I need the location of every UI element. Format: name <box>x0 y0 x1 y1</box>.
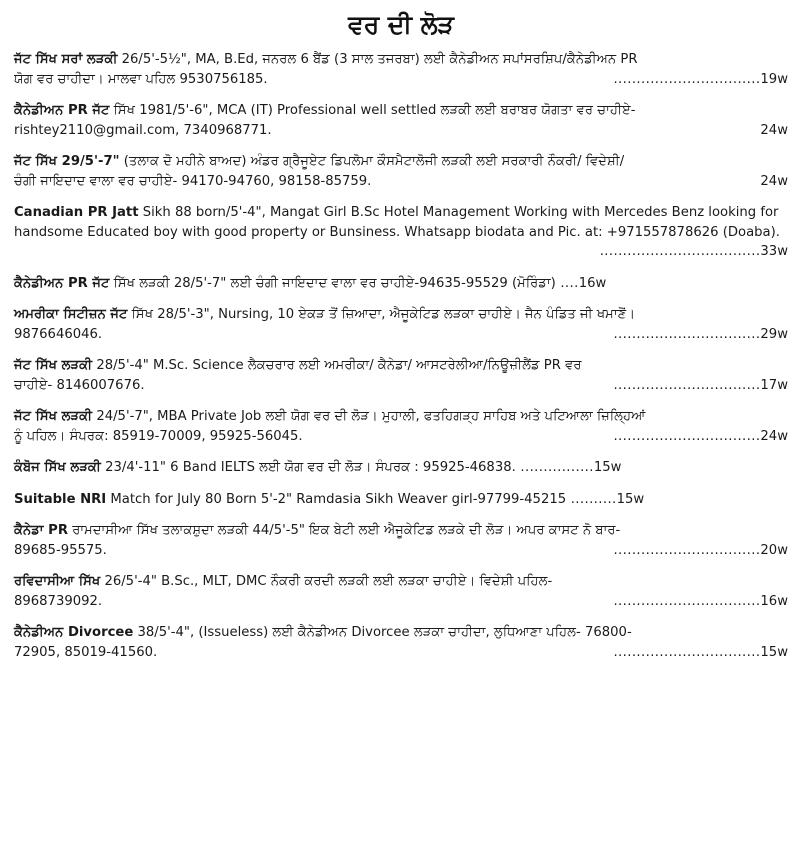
ad-body: 26/5'-4" B.Sc., MLT, DMC ਨੌਕਰੀ ਕਰਦੀ ਲੜਕੀ ਲਈ ਲੜਕਾ ਚਾਹੀਏ। ਵਿਦੇਸ਼ੀ ਪਹਿਲ- <box>100 574 553 589</box>
dot-leader: ................................ <box>613 326 761 342</box>
ad-text <box>14 572 788 592</box>
ad-code <box>613 643 788 663</box>
ad-code-value: 15w <box>760 644 788 660</box>
ad-body: Match for July 80 Born 5'-2" Ramdasia Sikh Weaver girl-97799-45215 <box>106 491 567 507</box>
ad-contact: rishtey2110@gmail.com, 7340968771. <box>14 122 272 138</box>
ad-text <box>14 407 788 427</box>
ad-footer <box>14 592 788 612</box>
ad-body: 38/5'-4", (Issueless) ਲਈ ਕੈਨੇਡੀਅਨ Divorcee ਲੜਕਾ ਚਾਹੀਦਾ, ਲੁਧਿਆਣਾ ਪਹਿਲ- 76800- <box>133 625 632 640</box>
classified-ad <box>14 152 788 191</box>
dot-leader: ................................ <box>613 377 761 393</box>
ad-contact: 9876646046. <box>14 326 103 342</box>
ad-code-value: 20w <box>760 542 788 558</box>
ad-code-value: 24w <box>760 173 788 189</box>
ad-footer <box>14 643 788 663</box>
classified-ad <box>14 572 788 611</box>
ad-code: 15w <box>616 491 645 507</box>
ads-list <box>14 50 788 662</box>
ad-heading: Canadian PR Jatt <box>14 205 139 220</box>
ad-body: Sikh 88 born/5'-4", Mangat Girl B.Sc Hotel Management Working with Mercedes Benz looking for handsome Educated boy with good property or Bunsiness. Whatsapp biodata and Pic. at: +971557878626 (Doaba). <box>14 205 780 240</box>
ad-heading: ਕੰਬੋਜ ਸਿੱਖ ਲੜਕੀ <box>14 460 101 475</box>
dot-leader: ................ <box>515 460 594 475</box>
classified-ad <box>14 521 788 560</box>
ad-code-value: 24w <box>760 428 788 444</box>
ad-text <box>14 101 788 121</box>
ad-body: 24/5'-7", MBA Private Job ਲਈ ਯੋਗ ਵਰ ਦੀ ਲੋੜ। ਮੁਹਾਲੀ, ਫਤਹਿਗੜ੍ਹ ਸਾਹਿਬ ਅਤੇ ਪਟਿਆਲਾ ਜ਼ਿਲ੍ਹਿਆਂ <box>92 409 646 424</box>
ad-footer <box>14 376 788 396</box>
ad-code <box>760 172 788 192</box>
classified-ad <box>14 356 788 395</box>
ad-contact: 89685-95575. <box>14 542 107 558</box>
dot-leader: ................................ <box>613 428 761 444</box>
ad-footer <box>14 172 788 192</box>
ad-text <box>14 521 788 541</box>
ad-body: 23/4'-11" 6 Band IELTS ਲਈ ਯੋਗ ਵਰ ਦੀ ਲੋੜ। ਸੰਪਰਕ : 95925-46838. <box>100 460 516 475</box>
ad-body: (ਤਲਾਕ ਦੋ ਮਹੀਨੇ ਬਾਅਦ) ਅੰਡਰ ਗ੍ਰੈਜੂਏਟ ਡਿਪਲੋਮਾ ਕੌਸਮੈਟਾਲੋਜੀ ਲੜਕੀ ਲਈ ਸਰਕਾਰੀ ਨੌਕਰੀ/ ਵਿਦੇਸ਼ੀ/ <box>119 154 625 169</box>
ad-heading: ਜੱਟ ਸਿੱਖ ਲੜਕੀ <box>14 358 93 373</box>
ad-code <box>613 592 788 612</box>
ad-code-value: 33w <box>760 244 788 259</box>
dot-leader: .... <box>555 275 579 291</box>
ad-code <box>600 242 788 262</box>
ad-text <box>14 490 788 510</box>
ad-body: 28/5'-4" M.Sc. Science ਲੈਕਚਰਾਰ ਲਈ ਅਮਰੀਕਾ/ ਕੈਨੇਡਾ/ ਆਸਟਰੇਲੀਆ/ਨਿਊਜ਼ੀਲੈਂਡ PR ਵਰ <box>92 358 582 373</box>
ad-heading: ਜੱਟ ਸਿੱਖ ਸਰਾਂ ਲੜਕੀ <box>14 52 118 67</box>
page-title: ਵਰ ਦੀ ਲੋੜ <box>348 10 454 39</box>
ad-heading: ਕੈਨੇਡੀਅਨ PR ਜੱਟ <box>14 103 110 118</box>
ad-contact: ਚਾਹੀਏ- 8146007676. <box>14 377 145 393</box>
ad-contact: ਚੰਗੀ ਜਾਇਦਾਦ ਵਾਲਾ ਵਰ ਚਾਹੀਏ- 94170-94760, 98158-85759. <box>14 173 372 189</box>
ad-code <box>613 376 788 396</box>
ad-body: ਸਿੱਖ 1981/5'-6", MCA (IT) Professional well settled ਲੜਕੀ ਲਈ ਬਰਾਬਰ ਯੋਗਤਾ ਵਰ ਚਾਹੀਏ- <box>109 103 636 118</box>
ad-footer <box>14 242 788 262</box>
ad-code <box>613 541 788 561</box>
ad-code-value: 24w <box>760 122 788 138</box>
ad-text <box>14 274 788 294</box>
ad-code-value: 29w <box>760 326 788 342</box>
ad-code-value: 17w <box>760 377 788 393</box>
ad-heading: ਕੈਨੇਡਾ PR <box>14 523 68 538</box>
dot-leader: ................................ <box>613 71 761 87</box>
dot-leader: ................................... <box>599 244 761 259</box>
dot-leader: ................................ <box>613 644 761 660</box>
ad-text <box>14 50 788 70</box>
ad-text <box>14 356 788 376</box>
ad-footer <box>14 541 788 561</box>
classified-ad <box>14 305 788 344</box>
ad-heading: ਜੱਟ ਸਿੱਖ ਲੜਕੀ <box>14 409 93 424</box>
classified-ad <box>14 407 788 446</box>
ad-text <box>14 458 788 478</box>
ad-body: ਸਿੱਖ 28/5'-3", Nursing, 10 ਏਕੜ ਤੋਂ ਜ਼ਿਆਦਾ, ਐਜੂਕੇਟਿਡ ਲੜਕਾ ਚਾਹੀਏ। ਜੈਨ ਪੰਡਿਤ ਜੀ ਖਮਾਣੋਂ। <box>127 307 636 322</box>
ad-footer <box>14 427 788 447</box>
classified-ad <box>14 101 788 140</box>
ad-code <box>760 121 788 141</box>
ad-text <box>14 305 788 325</box>
classified-ad <box>14 50 788 89</box>
ad-contact: ਨੂੰ ਪਹਿਲ। ਸੰਪਰਕ: 85919-70009, 95925-56045. <box>14 428 303 444</box>
classified-ad <box>14 458 788 478</box>
classified-ad <box>14 203 788 262</box>
ad-heading: ਕੈਨੇਡੀਅਨ Divorcee <box>14 625 134 640</box>
ad-footer <box>14 325 788 345</box>
ad-contact: 72905, 85019-41560. <box>14 644 158 660</box>
ad-contact: ਯੋਗ ਵਰ ਚਾਹੀਦਾ। ਮਾਲਵਾ ਪਹਿਲ 9530756185. <box>14 71 268 87</box>
ad-code <box>613 70 788 90</box>
dot-leader: ................................ <box>613 542 761 558</box>
ad-text <box>14 623 788 643</box>
classified-ad <box>14 623 788 662</box>
ad-text <box>14 203 788 242</box>
classified-ad <box>14 274 788 294</box>
ad-heading: ਅਮਰੀਕਾ ਸਿਟੀਜ਼ਨ ਜੱਟ <box>14 307 128 322</box>
ad-contact: 8968739092. <box>14 593 103 609</box>
ad-heading: ਰਵਿਦਾਸੀਆ ਸਿੱਖ <box>14 574 101 589</box>
ad-body: ਸਿੱਖ ਲੜਕੀ 28/5'-7" ਲਈ ਚੰਗੀ ਜਾਇਦਾਦ ਵਾਲਾ ਵਰ ਚਾਹੀਏ-94635-95529 (ਮੋਰਿੰਡਾ) <box>109 275 556 291</box>
ad-footer <box>14 121 788 141</box>
ad-code: 15w <box>593 460 622 475</box>
ad-footer <box>14 70 788 90</box>
ad-heading: ਜੱਟ ਸਿੱਖ 29/5'-7" <box>14 154 120 169</box>
ad-code <box>613 325 788 345</box>
ad-code-value: 19w <box>760 71 788 87</box>
ad-code-value: 16w <box>760 593 788 609</box>
ad-body: ਰਾਮਦਾਸੀਆ ਸਿੱਖ ਤਲਾਕਸ਼ੁਦਾ ਲੜਕੀ 44/5'-5" ਇਕ ਬੇਟੀ ਲਈ ਐਜੂਕੇਟਿਡ ਲੜਕੇ ਦੀ ਲੋੜ। ਅਪਰ ਕਾਸਟ ਨੋ ਬਾਰ- <box>68 523 621 538</box>
ad-heading: ਕੈਨੇਡੀਅਨ PR ਜੱਟ <box>14 275 110 291</box>
ad-text <box>14 152 788 172</box>
dot-leader: .......... <box>566 491 617 507</box>
ad-code: 16w <box>578 275 607 291</box>
classified-ad <box>14 490 788 510</box>
dot-leader: ................................ <box>613 593 761 609</box>
ad-heading: Suitable NRI <box>14 491 107 507</box>
ad-code <box>613 427 788 447</box>
ad-body: 26/5'-5½", MA, B.Ed, ਜਨਰਲ 6 ਬੈਂਡ (3 ਸਾਲ ਤਜਰਬਾ) ਲਈ ਕੈਨੇਡੀਅਨ ਸਪਾਂਸਰਸ਼ਿਪ/ਕੈਨੇਡੀਅਨ PR <box>117 52 638 67</box>
